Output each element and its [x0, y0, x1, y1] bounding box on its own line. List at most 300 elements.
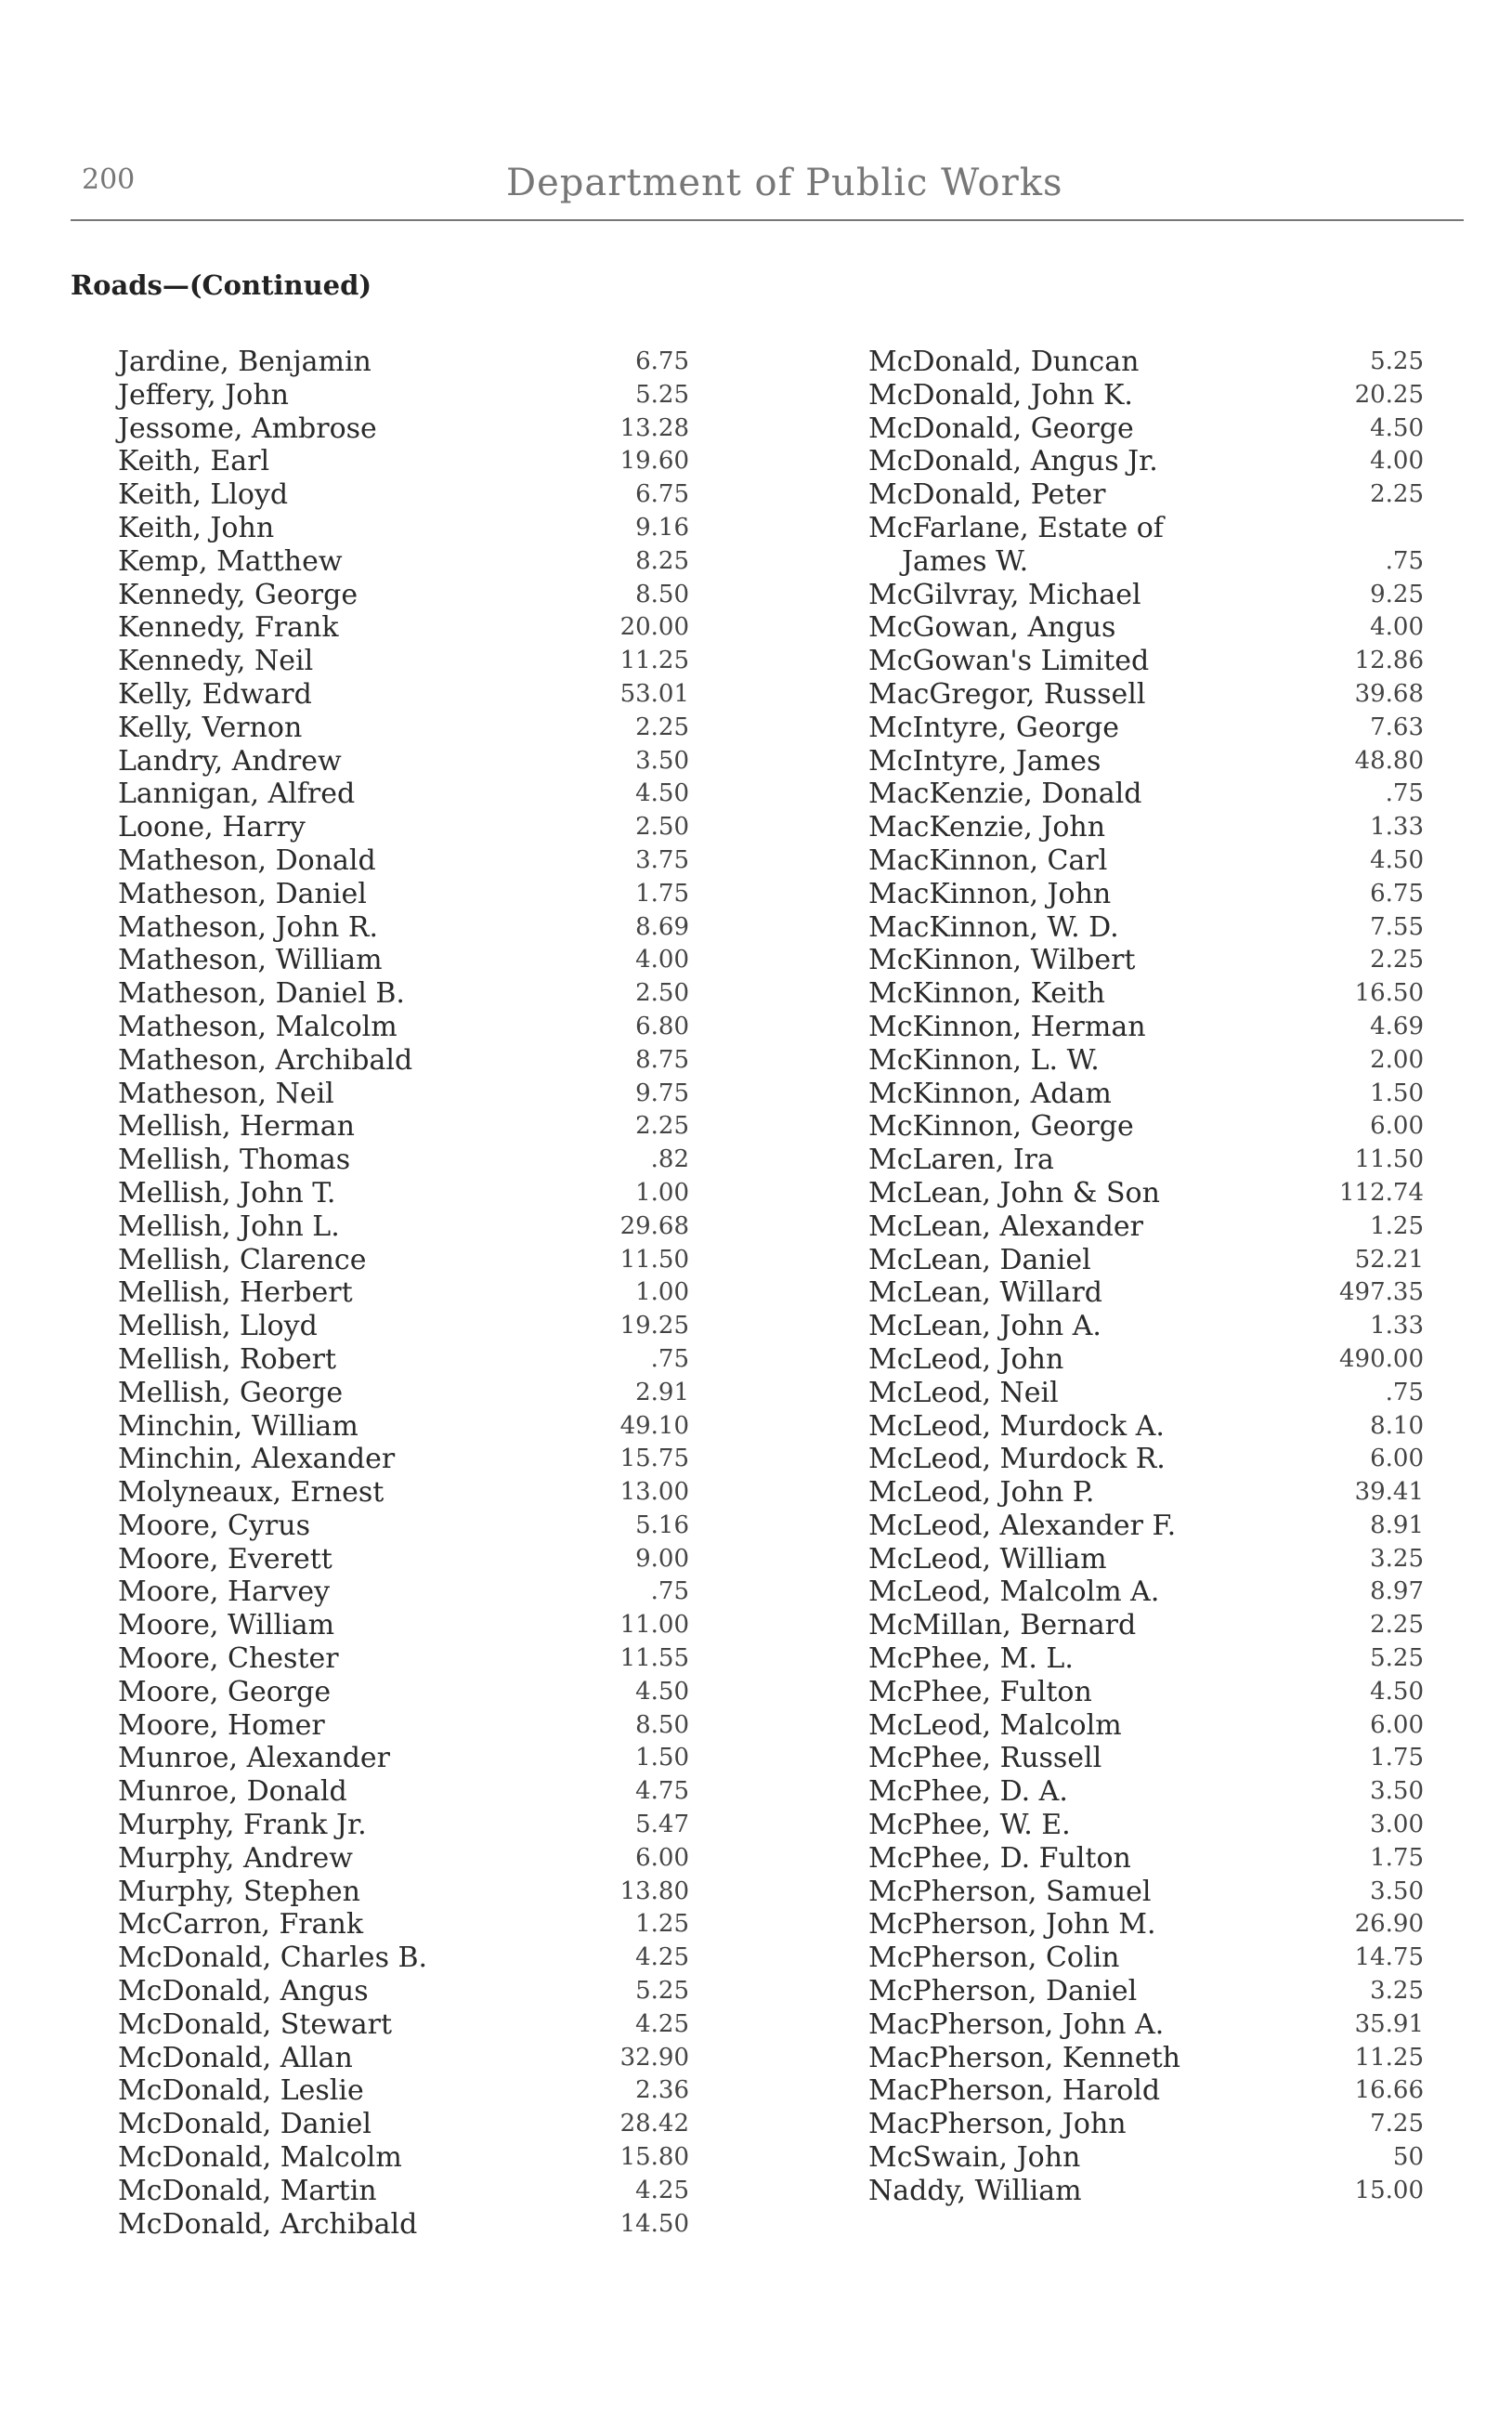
list-item — [118, 379, 689, 412]
entry-name: McPherson, Samuel — [868, 1875, 1152, 1908]
entry-amount: 2.50 — [635, 813, 689, 842]
entry-amount: 8.97 — [1370, 1577, 1424, 1606]
entry-name: McPhee, Russell — [868, 1742, 1102, 1775]
entry-name: James W. — [902, 544, 1029, 578]
list-item — [118, 1443, 689, 1476]
entry-name: Minchin, William — [118, 1409, 358, 1443]
entry-amount: 1.50 — [635, 1744, 689, 1772]
entry-amount: 1.25 — [635, 1910, 689, 1939]
list-item — [868, 2008, 1424, 2042]
entry-name: MacKenzie, Donald — [868, 778, 1142, 811]
entry-name: McLean, Willard — [868, 1276, 1102, 1310]
entry-name: Munroe, Alexander — [118, 1742, 391, 1775]
entry-amount: 497.35 — [1339, 1278, 1424, 1307]
entry-name: Jessome, Ambrose — [118, 412, 377, 445]
list-item — [868, 745, 1424, 778]
entry-amount: 12.86 — [1354, 647, 1424, 675]
list-item — [118, 2074, 689, 2108]
entry-amount: 11.55 — [619, 1644, 689, 1673]
list-item — [868, 645, 1424, 678]
list-item — [868, 1011, 1424, 1044]
entry-amount: 13.28 — [619, 413, 689, 442]
entry-name: Matheson, Malcolm — [118, 1010, 398, 1043]
entry-amount: 7.25 — [1370, 2110, 1424, 2138]
entry-amount: 4.25 — [635, 2176, 689, 2204]
entry-name: Munroe, Donald — [118, 1775, 347, 1809]
list-item — [868, 1044, 1424, 1078]
list-item — [868, 545, 1424, 579]
entry-amount: 1.75 — [1370, 1744, 1424, 1772]
entry-amount: 6.75 — [1370, 879, 1424, 908]
entry-name: MacKinnon, W. D. — [868, 910, 1119, 944]
list-item — [118, 1908, 689, 1942]
entry-amount: 4.25 — [635, 1943, 689, 1972]
entry-amount: 49.10 — [619, 1411, 689, 1440]
list-item — [868, 1177, 1424, 1210]
list-item — [118, 445, 689, 478]
entry-amount: 16.66 — [1354, 2076, 1424, 2105]
entry-amount: .75 — [1385, 1378, 1424, 1406]
entry-name: McLeod, John P. — [868, 1476, 1095, 1510]
entry-amount: .75 — [650, 1344, 689, 1373]
entry-name: Kelly, Edward — [118, 677, 312, 711]
entry-amount: 1.75 — [1370, 1843, 1424, 1872]
list-item — [118, 911, 689, 945]
list-item — [118, 512, 689, 545]
entry-name: Kelly, Vernon — [118, 711, 303, 744]
entry-amount: 32.90 — [619, 2043, 689, 2072]
entry-amount: 1.75 — [635, 879, 689, 908]
entry-amount: 4.25 — [635, 2009, 689, 2038]
entry-amount: 35.91 — [1354, 2009, 1424, 2038]
entry-amount: 29.68 — [619, 1211, 689, 1240]
entry-amount: 13.80 — [619, 1876, 689, 1905]
entry-name: McMillan, Bernard — [868, 1609, 1137, 1642]
entry-name: McFarlane, Estate of — [868, 511, 1164, 544]
list-item — [118, 1210, 689, 1244]
entry-name: McDonald, Peter — [868, 478, 1106, 512]
entry-name: Moore, Chester — [118, 1642, 339, 1676]
list-item — [868, 1908, 1424, 1942]
entry-name: McKinnon, George — [868, 1110, 1134, 1144]
list-item — [868, 611, 1424, 645]
list-item — [868, 1476, 1424, 1510]
list-item — [868, 379, 1424, 412]
entry-amount: 4.50 — [1370, 413, 1424, 442]
entry-amount: 6.00 — [635, 1843, 689, 1872]
entry-amount: 11.50 — [1354, 1145, 1424, 1174]
entry-name: Moore, Homer — [118, 1708, 325, 1742]
list-item — [868, 911, 1424, 945]
entry-name: Kennedy, Frank — [118, 611, 339, 645]
entry-amount: 3.25 — [1370, 1544, 1424, 1573]
entry-amount: 4.50 — [635, 779, 689, 808]
entry-name: Moore, William — [118, 1609, 335, 1642]
list-item — [118, 2141, 689, 2175]
list-item — [118, 1676, 689, 1709]
list-item — [868, 1609, 1424, 1642]
entry-name: Murphy, Andrew — [118, 1841, 353, 1875]
list-item — [868, 1510, 1424, 1543]
entry-amount: 4.50 — [1370, 1677, 1424, 1706]
entry-amount: 50 — [1392, 2143, 1424, 2172]
entry-amount: 15.75 — [619, 1445, 689, 1473]
list-item — [118, 2108, 689, 2141]
entry-amount: 6.00 — [1370, 1112, 1424, 1141]
list-item — [868, 1210, 1424, 1244]
list-item — [118, 2175, 689, 2208]
list-item — [868, 1742, 1424, 1775]
entry-amount: 7.55 — [1370, 912, 1424, 941]
entry-name: Mellish, Clarence — [118, 1243, 367, 1276]
entry-amount: 3.50 — [1370, 1876, 1424, 1905]
entry-name: McPhee, W. E. — [868, 1809, 1071, 1842]
entry-name: McLean, Daniel — [868, 1243, 1091, 1276]
entry-amount: 14.75 — [1354, 1943, 1424, 1972]
list-item — [868, 1078, 1424, 1111]
entry-amount: 6.00 — [1370, 1445, 1424, 1473]
entry-name: McGowan, Angus — [868, 611, 1116, 645]
entry-amount: 13.00 — [619, 1478, 689, 1507]
list-item — [118, 412, 689, 446]
entry-name: MacPherson, John A. — [868, 2007, 1165, 2041]
entry-amount: 28.42 — [619, 2110, 689, 2138]
entry-amount: 48.80 — [1354, 746, 1424, 775]
entry-amount: 9.75 — [635, 1079, 689, 1107]
entry-name: Mellish, Robert — [118, 1342, 337, 1376]
entry-amount: 20.00 — [619, 613, 689, 642]
entry-amount: 8.10 — [1370, 1411, 1424, 1440]
list-item — [118, 1975, 689, 2008]
list-item — [118, 1642, 689, 1676]
entry-name: Keith, Lloyd — [118, 478, 289, 512]
entry-amount: 2.25 — [635, 713, 689, 741]
entry-name: MacKenzie, John — [868, 811, 1106, 844]
list-item — [118, 2042, 689, 2075]
section-title: Roads—(Continued) — [71, 269, 372, 301]
entry-name: McDonald, Malcolm — [118, 2141, 402, 2175]
entry-amount: 4.00 — [1370, 447, 1424, 476]
list-item — [868, 346, 1424, 379]
list-item — [118, 778, 689, 811]
entry-name: MacPherson, Harold — [868, 2074, 1161, 2108]
entry-name: MacKinnon, John — [868, 877, 1112, 910]
list-item — [118, 1044, 689, 1078]
entry-amount: 8.91 — [1370, 1510, 1424, 1539]
entry-amount: 1.00 — [635, 1278, 689, 1307]
entry-name: McDonald, Martin — [118, 2174, 377, 2207]
entry-name: Kemp, Matthew — [118, 544, 343, 578]
entry-name: McLean, John A. — [868, 1310, 1101, 1343]
list-item — [868, 2175, 1424, 2208]
list-item — [118, 1310, 689, 1343]
list-item — [868, 1876, 1424, 1909]
entry-name: McLeod, Malcolm A. — [868, 1576, 1160, 1609]
list-item — [118, 678, 689, 712]
entry-name: McDonald, Charles B. — [118, 1942, 428, 1975]
entry-amount: 8.75 — [635, 1045, 689, 1074]
entry-amount: 11.25 — [619, 647, 689, 675]
entry-amount: 3.75 — [635, 845, 689, 874]
entry-name: Moore, Harvey — [118, 1576, 331, 1609]
entry-name: McLeod, Neil — [868, 1376, 1059, 1409]
entry-name: McGowan's Limited — [868, 645, 1150, 678]
entry-amount: 8.69 — [635, 912, 689, 941]
entry-amount: 52.21 — [1354, 1245, 1424, 1274]
entry-name: Matheson, Archibald — [118, 1043, 413, 1077]
list-item — [118, 745, 689, 778]
list-item — [868, 1809, 1424, 1842]
list-item — [118, 811, 689, 844]
entry-amount: .75 — [650, 1577, 689, 1606]
list-item — [868, 1310, 1424, 1343]
entry-name: Mellish, John L. — [118, 1210, 340, 1243]
entry-name: McLeod, Alexander F. — [868, 1509, 1177, 1542]
entry-name: Kennedy, George — [118, 578, 358, 611]
entry-amount: 5.25 — [1370, 1644, 1424, 1673]
entry-amount: 6.75 — [635, 480, 689, 509]
entry-amount: 1.33 — [1370, 1312, 1424, 1340]
list-item — [118, 1942, 689, 1975]
list-item — [868, 944, 1424, 977]
entry-name: Murphy, Frank Jr. — [118, 1809, 367, 1842]
list-item — [118, 1144, 689, 1177]
entry-name: McIntyre, George — [868, 711, 1119, 744]
entry-name: McIntyre, James — [868, 744, 1101, 778]
entry-amount: 15.80 — [619, 2143, 689, 2172]
entry-name: McPhee, D. A. — [868, 1775, 1068, 1809]
list-item — [868, 1343, 1424, 1377]
entry-amount: 8.25 — [635, 546, 689, 575]
list-item — [868, 1110, 1424, 1144]
entry-amount: 2.91 — [635, 1378, 689, 1406]
list-item — [868, 579, 1424, 612]
list-item — [868, 1975, 1424, 2008]
entry-amount: 9.16 — [635, 513, 689, 542]
entry-amount: 6.00 — [1370, 1710, 1424, 1739]
list-item — [118, 1343, 689, 1377]
list-item — [868, 1244, 1424, 1277]
list-item — [118, 1742, 689, 1775]
list-item — [118, 977, 689, 1011]
entry-amount: 8.50 — [635, 1710, 689, 1739]
entry-name: Mellish, Thomas — [118, 1144, 351, 1177]
list-item — [118, 346, 689, 379]
entry-name: McLeod, Murdock R. — [868, 1443, 1166, 1476]
entry-amount: 39.41 — [1354, 1478, 1424, 1507]
entry-name: McKinnon, Adam — [868, 1077, 1112, 1110]
entry-amount: 2.25 — [1370, 946, 1424, 974]
entry-name: McDonald, Allan — [118, 2041, 353, 2074]
list-item — [868, 977, 1424, 1011]
list-item — [118, 1476, 689, 1510]
list-item — [118, 1876, 689, 1909]
entry-name: McPherson, Daniel — [868, 1975, 1138, 2008]
list-item — [118, 878, 689, 911]
entry-amount: 7.63 — [1370, 713, 1424, 741]
entry-name: Mellish, Lloyd — [118, 1310, 318, 1343]
entry-amount: 9.25 — [1370, 580, 1424, 608]
list-item — [868, 1443, 1424, 1476]
entry-name: Matheson, Daniel — [118, 877, 367, 910]
entry-amount: 1.25 — [1370, 1211, 1424, 1240]
entry-amount: 9.00 — [635, 1544, 689, 1573]
entry-amount: 6.75 — [635, 347, 689, 375]
entry-amount: 490.00 — [1339, 1344, 1424, 1373]
list-item — [118, 1276, 689, 1310]
entry-amount: 2.25 — [1370, 480, 1424, 509]
entry-name: McDonald, George — [868, 412, 1134, 445]
entry-amount: 53.01 — [619, 679, 689, 708]
entry-name: Matheson, John R. — [118, 910, 378, 944]
list-item — [868, 2141, 1424, 2175]
list-item — [868, 1642, 1424, 1676]
entry-amount: 3.50 — [1370, 1777, 1424, 1806]
entry-amount: 11.00 — [619, 1611, 689, 1640]
entry-amount: 11.25 — [1354, 2043, 1424, 2072]
list-item — [118, 2008, 689, 2042]
entry-name: McLeod, John — [868, 1342, 1064, 1376]
right-column — [868, 346, 1424, 2208]
list-item — [868, 1144, 1424, 1177]
entry-name: McDonald, Angus Jr. — [868, 445, 1158, 478]
entry-name: McDonald, John K. — [868, 378, 1133, 412]
list-item — [118, 712, 689, 745]
entry-amount: 2.25 — [1370, 1611, 1424, 1640]
list-item — [118, 478, 689, 512]
entry-amount: 1.33 — [1370, 813, 1424, 842]
entry-name: Mellish, Herman — [118, 1110, 355, 1144]
entry-amount: 3.25 — [1370, 1977, 1424, 2006]
entry-name: Kennedy, Neil — [118, 645, 314, 678]
entry-name: McGilvray, Michael — [868, 578, 1141, 611]
entry-amount: 19.25 — [619, 1312, 689, 1340]
entry-amount: 3.50 — [635, 746, 689, 775]
list-item — [868, 478, 1424, 512]
entry-name: McDonald, Stewart — [118, 2007, 393, 2041]
list-item — [118, 1809, 689, 1842]
entry-name: McLean, John & Son — [868, 1176, 1160, 1210]
list-item — [868, 1576, 1424, 1609]
list-item — [868, 1377, 1424, 1410]
list-item — [868, 712, 1424, 745]
list-item — [118, 611, 689, 645]
entry-name: McDonald, Leslie — [118, 2074, 364, 2108]
entry-name: Keith, John — [118, 511, 275, 544]
entry-name: McLeod, William — [868, 1542, 1107, 1576]
entry-name: McSwain, John — [868, 2141, 1081, 2175]
list-item — [868, 678, 1424, 712]
list-item — [868, 1842, 1424, 1876]
entry-name: McDonald, Daniel — [118, 2108, 371, 2141]
list-item — [118, 1410, 689, 1444]
list-item — [118, 944, 689, 977]
list-item — [118, 1775, 689, 1809]
entry-name: Landry, Andrew — [118, 744, 342, 778]
list-item — [118, 1110, 689, 1144]
entry-amount: 14.50 — [619, 2209, 689, 2238]
entry-name: MacKinnon, Carl — [868, 843, 1108, 877]
entry-name: Matheson, Neil — [118, 1077, 334, 1110]
entry-amount: 4.69 — [1370, 1012, 1424, 1040]
entry-name: McKinnon, L. W. — [868, 1043, 1100, 1077]
list-item — [868, 1276, 1424, 1310]
entry-amount: 5.16 — [635, 1510, 689, 1539]
entry-name: Lannigan, Alfred — [118, 778, 356, 811]
entry-name: Keith, Earl — [118, 445, 270, 478]
entry-name: McLaren, Ira — [868, 1144, 1054, 1177]
list-item — [868, 1410, 1424, 1444]
entry-amount: 112.74 — [1339, 1178, 1424, 1207]
list-item — [118, 1510, 689, 1543]
entry-name: Matheson, Daniel B. — [118, 977, 405, 1011]
entry-name: McKinnon, Keith — [868, 977, 1105, 1011]
list-item — [118, 579, 689, 612]
entry-name: McLeod, Malcolm — [868, 1708, 1122, 1742]
entry-name: Moore, George — [118, 1675, 332, 1708]
list-item — [868, 1676, 1424, 1709]
entry-amount: 2.00 — [1370, 1045, 1424, 1074]
entry-amount: 4.00 — [1370, 613, 1424, 642]
entry-amount: 2.50 — [635, 979, 689, 1008]
entry-name: Moore, Everett — [118, 1542, 332, 1576]
list-item — [118, 1576, 689, 1609]
list-item — [118, 1011, 689, 1044]
list-item — [868, 512, 1424, 545]
entry-amount: 19.60 — [619, 447, 689, 476]
list-item — [868, 844, 1424, 878]
entry-amount: .75 — [1385, 779, 1424, 808]
entry-amount: 16.50 — [1354, 979, 1424, 1008]
entry-amount: 1.50 — [1370, 1079, 1424, 1107]
entry-name: McKinnon, Herman — [868, 1010, 1146, 1043]
list-item — [868, 445, 1424, 478]
entry-name: McPherson, John M. — [868, 1908, 1156, 1942]
list-item — [868, 412, 1424, 446]
entry-name: Jeffery, John — [118, 378, 289, 412]
entry-amount: 2.25 — [635, 1112, 689, 1141]
list-item — [868, 778, 1424, 811]
list-item — [868, 2042, 1424, 2075]
entry-amount: 11.50 — [619, 1245, 689, 1274]
entry-amount: 5.25 — [635, 380, 689, 409]
list-item — [118, 2208, 689, 2242]
left-column — [118, 346, 689, 2241]
list-item — [868, 878, 1424, 911]
list-item — [118, 545, 689, 579]
list-item — [118, 1177, 689, 1210]
entry-amount: 8.50 — [635, 580, 689, 608]
entry-name: Mellish, John T. — [118, 1176, 336, 1210]
list-item — [118, 1709, 689, 1743]
entry-amount: 39.68 — [1354, 679, 1424, 708]
entry-name: McPherson, Colin — [868, 1942, 1120, 1975]
entry-amount: .75 — [1385, 546, 1424, 575]
entry-name: Moore, Cyrus — [118, 1509, 310, 1542]
entry-name: McCarron, Frank — [118, 1908, 364, 1942]
entry-name: McKinnon, Wilbert — [868, 944, 1136, 977]
list-item — [118, 1244, 689, 1277]
entry-amount: 2.36 — [635, 2076, 689, 2105]
running-title: Department of Public Works — [506, 162, 1063, 204]
entry-amount: 1.00 — [635, 1178, 689, 1207]
list-item — [868, 1709, 1424, 1743]
entry-name: Minchin, Alexander — [118, 1443, 396, 1476]
entry-name: Loone, Harry — [118, 811, 306, 844]
entry-name: Matheson, Donald — [118, 843, 376, 877]
header-rule — [71, 219, 1464, 221]
list-item — [118, 1543, 689, 1576]
